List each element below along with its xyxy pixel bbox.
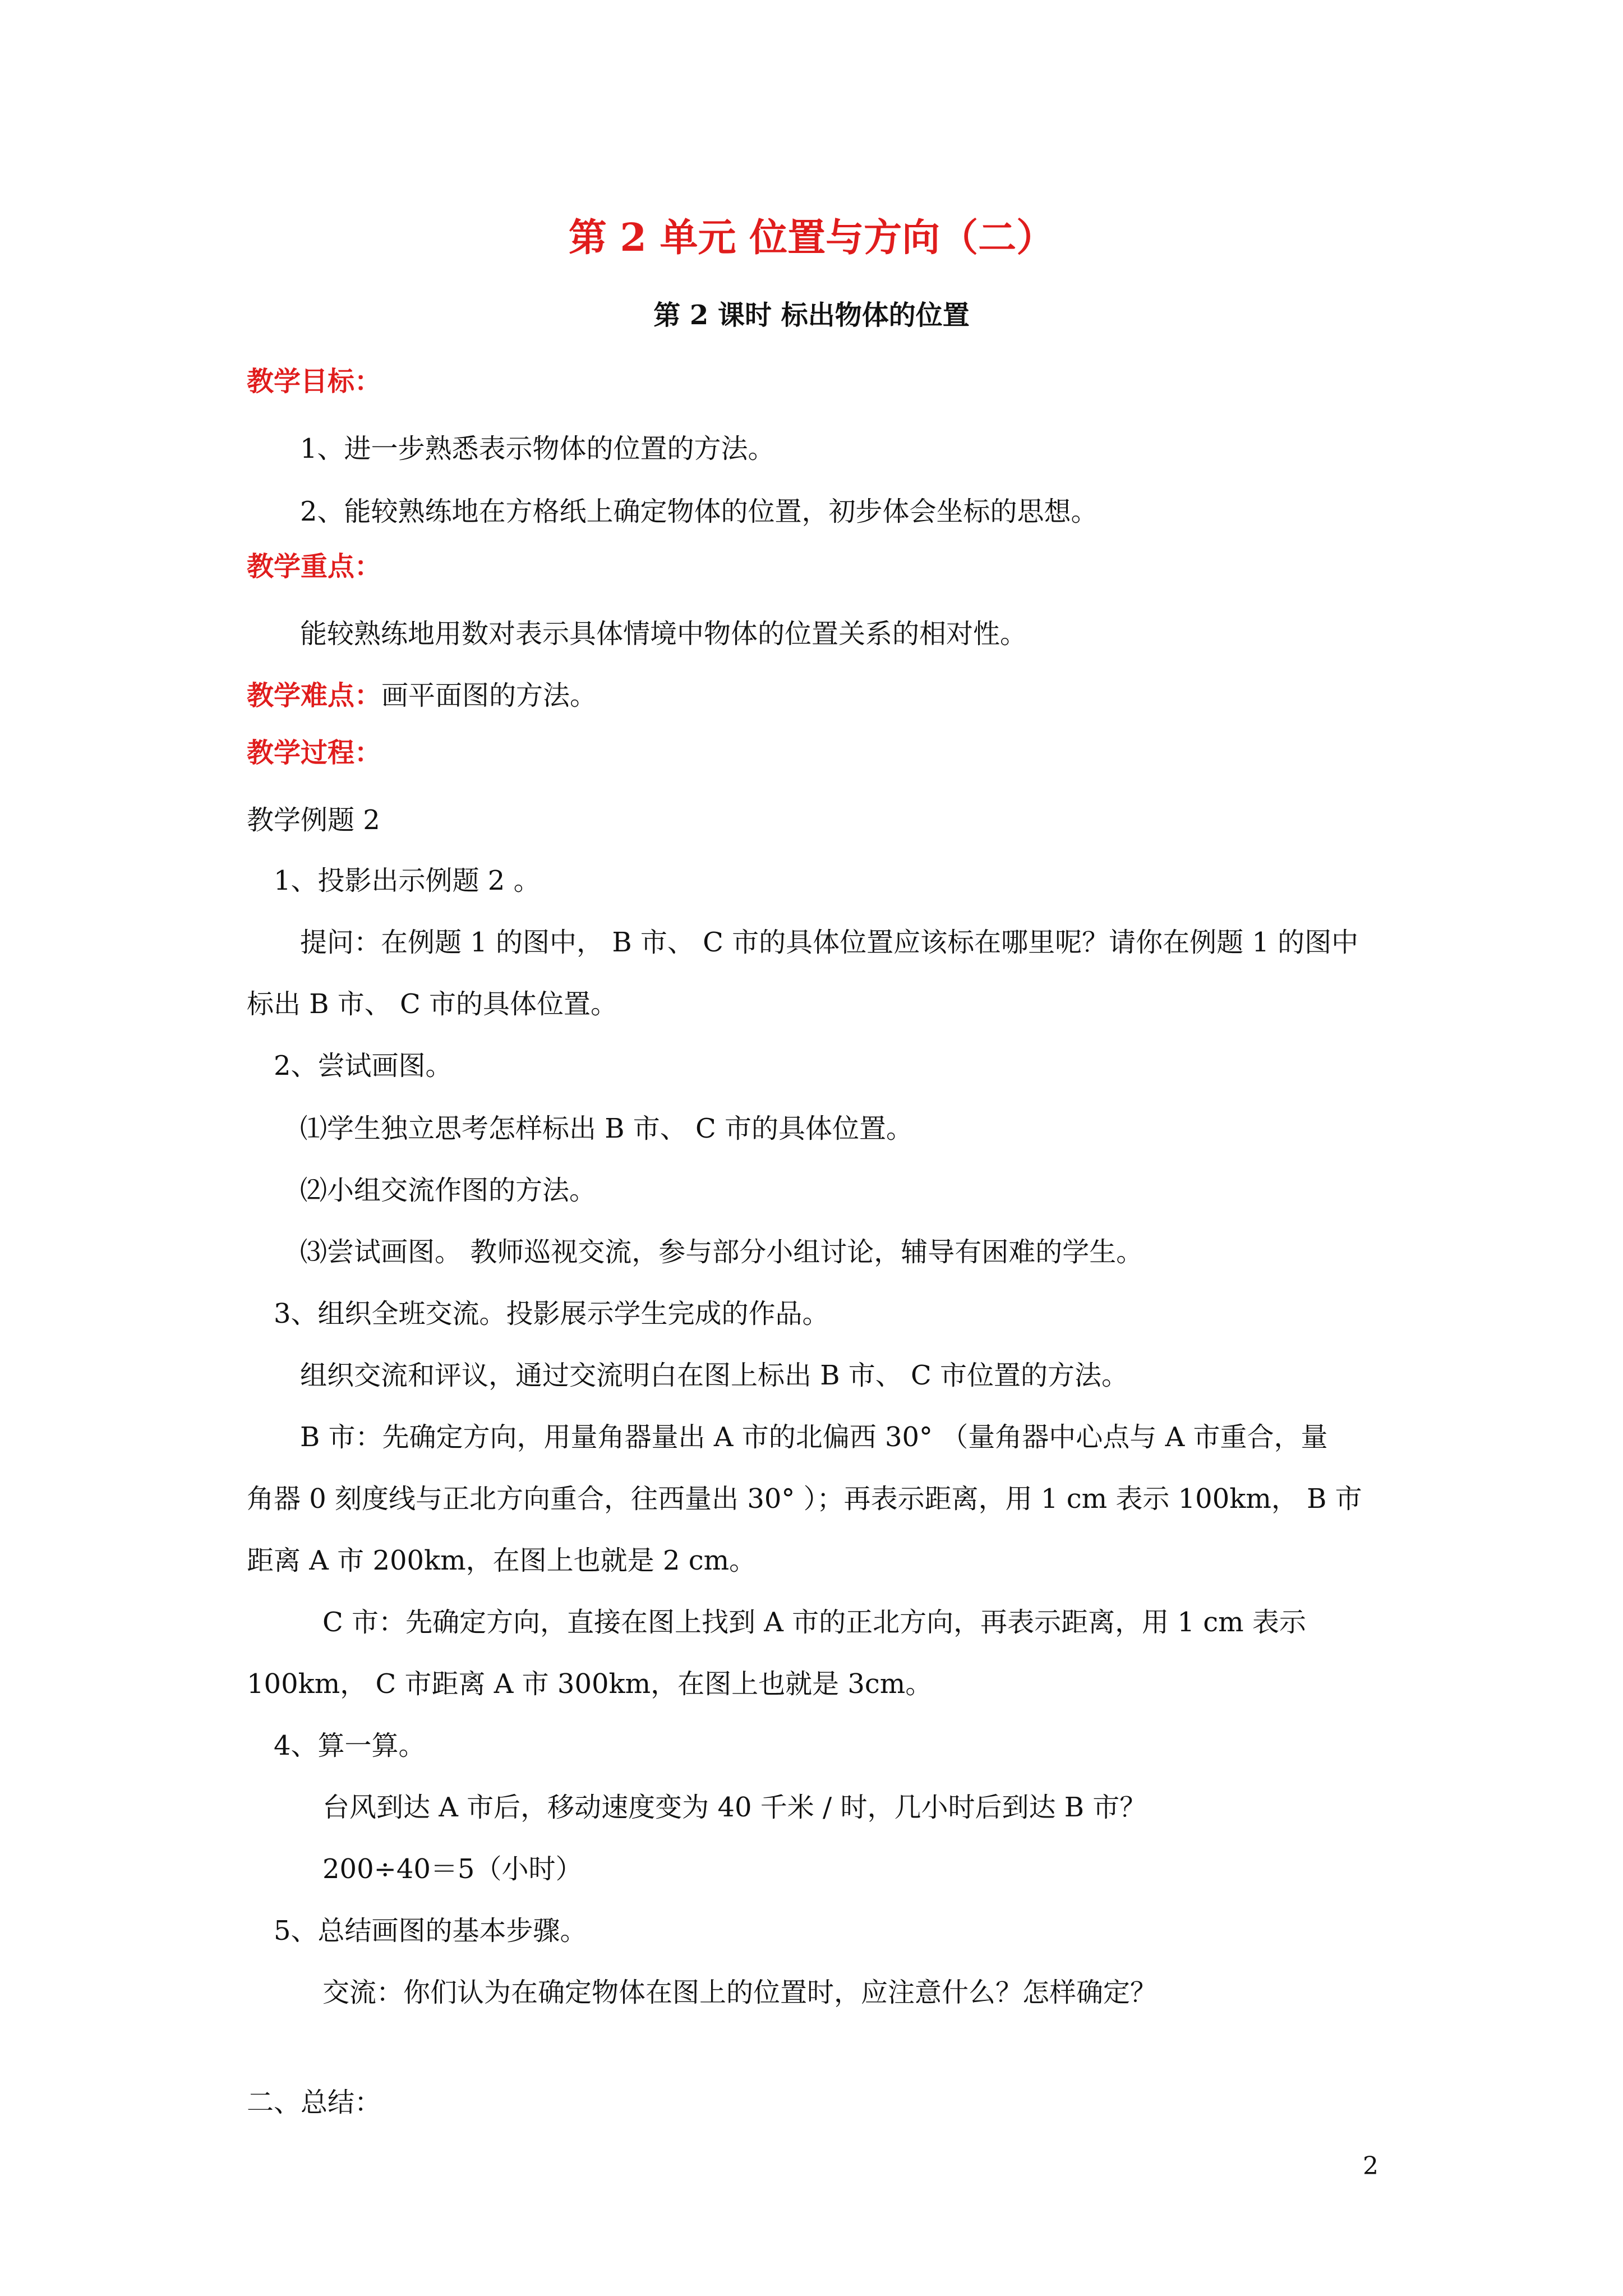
step-2: 2、尝试画图。 bbox=[274, 1050, 453, 1082]
objective-item-2: 2、能较熟练地在方格纸上确定物体的位置，初步体会坐标的思想。 bbox=[300, 496, 1098, 527]
step-3-b-line-1: B 市：先确定方向，用量角器量出 A 市的北偏西 30° （量角器中心点与 A 市重合，量 bbox=[300, 1421, 1328, 1453]
key-points-text: 能较熟练地用数对表示具体情境中物体的位置关系的相对性。 bbox=[300, 618, 1027, 650]
step-3-c-line-2: 100km， C 市距离 A 市 300km，在图上也就是 3cm。 bbox=[247, 1668, 933, 1700]
step-2-a: ⑴学生独立思考怎样标出 B 市、 C 市的具体位置。 bbox=[300, 1113, 914, 1144]
page-number: 2 bbox=[1363, 2152, 1378, 2180]
step-3-b-line-3: 距离 A 市 200km，在图上也就是 2 cm。 bbox=[247, 1545, 757, 1576]
step-1-question-line-2: 标出 B 市、 C 市的具体位置。 bbox=[247, 988, 618, 1020]
step-4-b: 200÷40＝5（小时） bbox=[322, 1853, 583, 1885]
step-2-b: ⑵小组交流作图的方法。 bbox=[300, 1175, 597, 1206]
step-4-a: 台风到达 A 市后，移动速度变为 40 千米 / 时，几小时后到达 B 市？ bbox=[322, 1792, 1147, 1823]
step-3-b-line-2: 角器 0 刻度线与正北方向重合，往西量出 30° ）；再表示距离，用 1 cm 表示 100km， B 市 bbox=[247, 1483, 1362, 1515]
step-3-c-line-1: C 市：先确定方向，直接在图上找到 A 市的正北方向，再表示距离，用 1 cm 表示 bbox=[322, 1607, 1306, 1638]
step-3: 3、组织全班交流。投影展示学生完成的作品。 bbox=[274, 1298, 829, 1329]
summary-heading: 二、总结： bbox=[247, 2087, 382, 2118]
difficulty-row bbox=[247, 679, 597, 712]
objective-item-1: 1、进一步熟悉表示物体的位置的方法。 bbox=[300, 433, 775, 464]
key-points-heading: 教学重点： bbox=[247, 551, 382, 582]
difficulty-text: 画平面图的方法。 bbox=[381, 680, 597, 711]
step-5-a: 交流：你们认为在确定物体在图上的位置时，应注意什么？怎样确定？ bbox=[322, 1977, 1158, 2008]
lesson-subtitle: 第 2 课时 标出物体的位置 bbox=[653, 300, 970, 331]
step-1-question-line-1: 提问：在例题 1 的图中， B 市、 C 市的具体位置应该标在哪里呢？请你在例题 1 的图中 bbox=[300, 927, 1359, 958]
step-5: 5、总结画图的基本步骤。 bbox=[274, 1915, 587, 1947]
example-title: 教学例题 2 bbox=[247, 804, 380, 836]
step-3-a: 组织交流和评议，通过交流明白在图上标出 B 市、 C 市位置的方法。 bbox=[300, 1360, 1129, 1391]
step-4: 4、算一算。 bbox=[274, 1730, 426, 1761]
difficulty-heading: 教学难点： bbox=[247, 680, 382, 711]
page-title: 第 2 单元 位置与方向（二） bbox=[568, 215, 1055, 260]
process-heading: 教学过程： bbox=[247, 737, 382, 769]
objectives-heading: 教学目标： bbox=[247, 366, 382, 397]
step-1: 1、投影出示例题 2 。 bbox=[274, 865, 541, 896]
step-2-c: ⑶尝试画图。 教师巡视交流，参与部分小组讨论，辅导有困难的学生。 bbox=[300, 1236, 1144, 1268]
